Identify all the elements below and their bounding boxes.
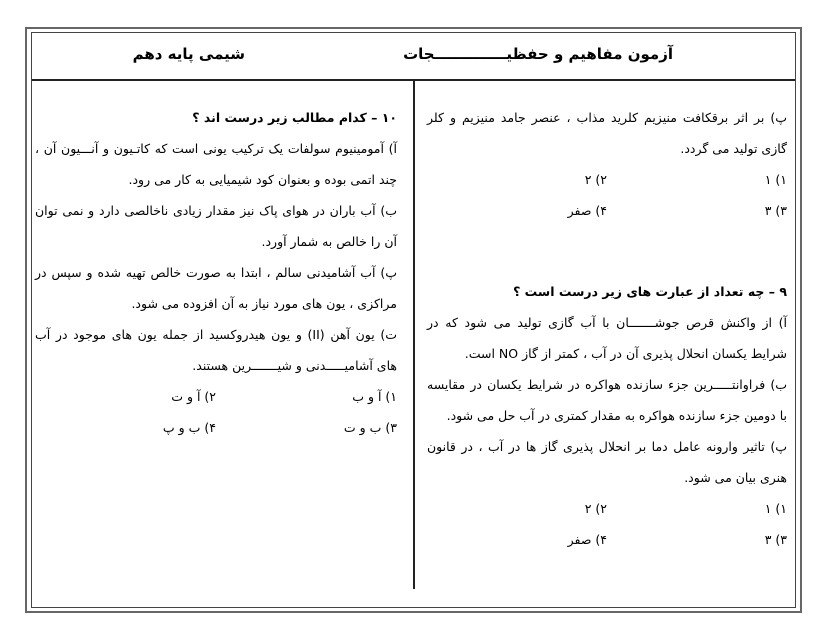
q9-options-row-1 [427, 493, 787, 524]
q9-item-b: ب) فراوانتـــــرین جزء سازنده هواکره در شرایط یکسان در مقایسه با دومین جزء سازنده هواکره به مقدار کمتری در آب حل می شود. [427, 377, 787, 423]
q9-options-row-2 [427, 524, 787, 555]
q9-option-1[interactable]: ۱) ۱ [764, 501, 787, 516]
q10-option-2[interactable]: ۲) آ و ت [171, 389, 216, 404]
q10-options-row-1 [35, 381, 397, 412]
q8-options-row-1 [427, 164, 787, 195]
q10-option-1[interactable]: ۱) آ و ب [352, 389, 397, 404]
question-10 [35, 102, 397, 443]
q10-item-b: ب) آب باران در هوای پاک نیز مقدار زیادی ناخالصی دارد و نمی توان آن را خالص به شمار آورد. [35, 203, 397, 249]
q10-item-t: ت) یون آهن (II) و یون هیدروکسید از جمله یون های موجود در آب های آشامیـــــدنی و شیـــــــرین هستند. [35, 327, 397, 373]
q8-option-4[interactable]: ۴) صفر [567, 203, 607, 218]
q10-options-row-2 [35, 412, 397, 443]
q10-option-4[interactable]: ۴) ب و پ [162, 420, 216, 435]
column-divider [413, 81, 415, 589]
q10-item-p: پ) آب آشامیدنی سالم ، ابتدا به صورت خالص تهیه شده و سپس در مراکزی ، یون های مورد نیاز به آن افزوده می شود. [35, 265, 397, 311]
q9-item-p: پ) تاثیر وارونه عامل دما بر انحلال پذیری گاز ها در آب ، در قانون هنری بیان می شود. [427, 439, 787, 485]
q8-options-row-2 [427, 195, 787, 226]
q10-title: ۱۰ – کدام مطالب زیر درست اند ؟ [192, 110, 397, 125]
q9-option-4[interactable]: ۴) صفر [567, 532, 607, 547]
question-9 [427, 276, 787, 555]
q9-item-a: آ) از واکنش قرص جوشـــــــان با آب گازی تولید می شود که در شرایط یکسان انحلال پذیری آن در آب ، کمتر از گاز NO است. [427, 315, 787, 361]
q9-option-3[interactable]: ۳) ۳ [764, 532, 787, 547]
q9-title: ۹ – چه تعداد از عبارت های زیر درست است ؟ [513, 284, 787, 299]
q8-option-2[interactable]: ۲) ۲ [584, 172, 607, 187]
q10-item-a: آ) آمومینیوم سولفات یک ترکیب یونی است که کاتـیون و آنـــیون آن ، چند اتمی بوده و بعنوان کود شیمیایی به کار می رود. [35, 141, 397, 187]
q8-option-3[interactable]: ۳) ۳ [764, 203, 787, 218]
exam-title: آزمون مفاهیم و حفظیــــــــــــــجات [403, 45, 673, 63]
subject-title: شیمی پایه دهم [132, 45, 245, 63]
q8-item-p: پ) بر اثر برقکافت منیزیم کلرید مذاب ، عنصر جامد منیزیم و کلر گازی تولید می گردد. [427, 110, 787, 156]
q9-option-2[interactable]: ۲) ۲ [584, 501, 607, 516]
question-8-continuation [427, 102, 787, 226]
q10-option-3[interactable]: ۳) ب و ت [343, 420, 397, 435]
q8-option-1[interactable]: ۱) ۱ [764, 172, 787, 187]
